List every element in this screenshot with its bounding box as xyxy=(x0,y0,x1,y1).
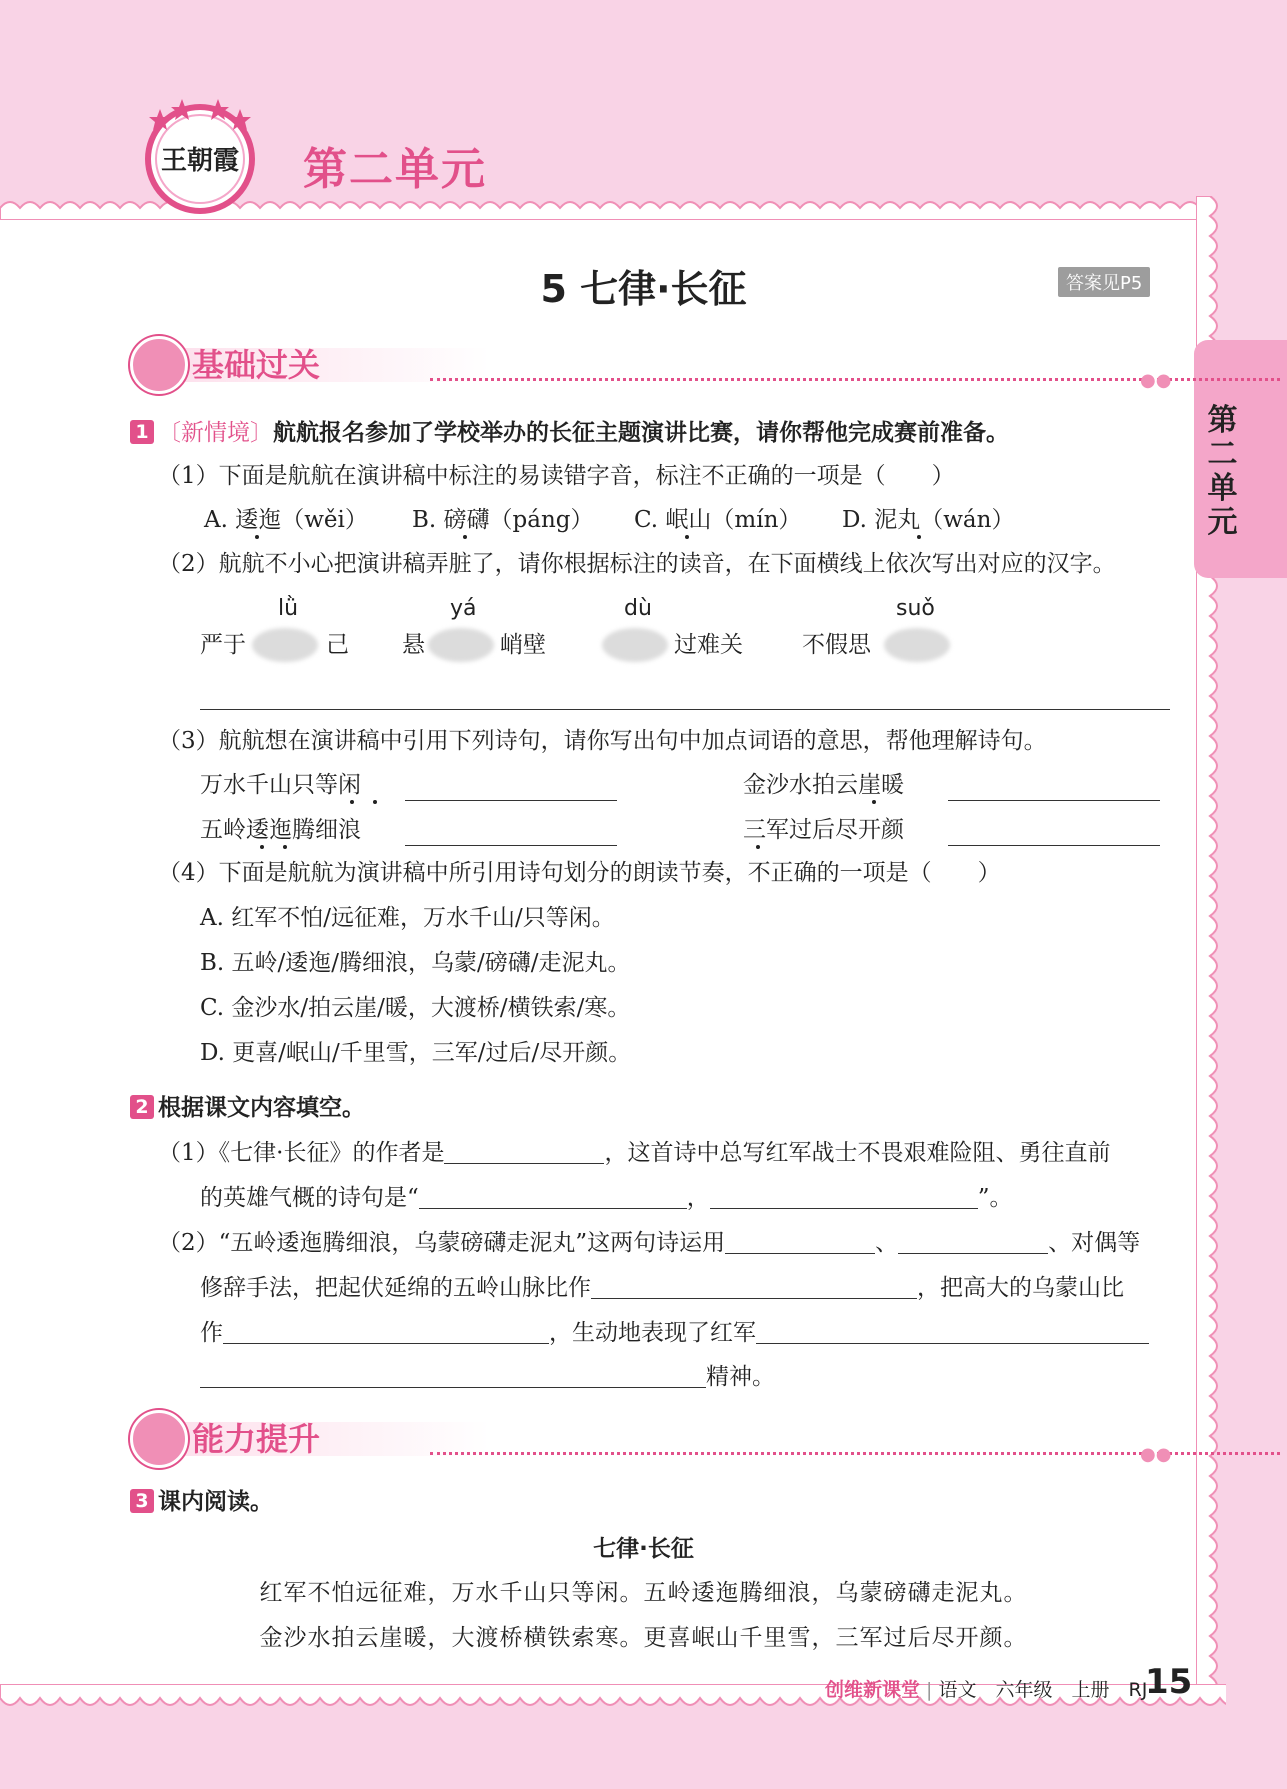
footer-brand: 创维新课堂 xyxy=(825,1679,921,1701)
section-header-advanced xyxy=(130,1404,1180,1464)
section-label: 基础过关 xyxy=(192,346,321,384)
q2-p2-text: 作 xyxy=(200,1320,223,1346)
q2-p2-text: 修辞手法，把起伏延绵的五岭山脉比作 xyxy=(200,1275,591,1301)
mascot-avatar-icon xyxy=(130,1410,188,1468)
fill-blank[interactable] xyxy=(591,1274,917,1299)
q2-p1-text: ”。 xyxy=(977,1185,1013,1211)
emphasis-dot xyxy=(373,800,377,804)
poem-line-2: 金沙水拍云崖暖，大渡桥横铁索寒。更喜岷山千里雪，三军过后尽开颜。 xyxy=(259,1625,1028,1651)
emphasis-dot xyxy=(756,845,760,849)
emphasis-dot xyxy=(917,535,921,539)
q2-part2-line2 xyxy=(200,1273,1124,1303)
q1-part1: （1）下面是航航在演讲稿中标注的易读错字音，标注不正确的一项是（ ） xyxy=(158,463,955,489)
pinyin-3: dù xyxy=(624,596,652,621)
answer-line[interactable] xyxy=(200,709,1170,710)
smudge-2 xyxy=(428,628,494,662)
pinyin-2: yá xyxy=(450,596,477,621)
word-3-after: 过难关 xyxy=(674,632,743,658)
q2-part2-line4 xyxy=(200,1362,775,1392)
smudge-3 xyxy=(602,628,668,662)
q2-part1-line2 xyxy=(200,1183,1013,1213)
q2-p2-text: ，生动地表现了红军 xyxy=(549,1320,756,1346)
verse-4: 三军过后尽开颜 xyxy=(743,817,904,843)
smudge-4 xyxy=(884,628,950,662)
fill-blank[interactable] xyxy=(223,1319,549,1344)
mascot-avatar-icon xyxy=(130,336,188,394)
q1-option-d[interactable]: D. 泥丸（wán） xyxy=(842,507,1015,533)
emphasis-dot xyxy=(283,845,287,849)
emphasis-dot xyxy=(463,535,467,539)
unit-title: 第二单元 xyxy=(303,144,487,195)
fill-blank[interactable] xyxy=(898,1229,1048,1254)
q2-p1-text: 的英雄气概的诗句是“ xyxy=(200,1185,419,1211)
poem-title: 七律·长征 xyxy=(593,1536,694,1562)
q1-p4-option-d[interactable]: D. 更喜/岷山/千里雪，三军/过后/尽开颜。 xyxy=(200,1040,632,1066)
q2-p2-text: ，把高大的乌蒙山比 xyxy=(917,1275,1124,1301)
footer-course: 语文 六年级 上册 RJ xyxy=(938,1679,1148,1701)
q1-option-c[interactable]: C. 岷山（mín） xyxy=(634,507,802,533)
q1-tag: 〔新情境〕 xyxy=(158,420,273,446)
q2-p2-text: 、对偶等 xyxy=(1048,1230,1141,1256)
emphasis-dot xyxy=(685,535,689,539)
fill-blank[interactable] xyxy=(200,1363,706,1388)
q2-text: 根据课文内容填空。 xyxy=(158,1095,365,1121)
brand-logo xyxy=(140,95,260,215)
section-header-basics xyxy=(130,330,1180,390)
answer-line[interactable] xyxy=(405,800,617,801)
fill-blank[interactable] xyxy=(444,1139,604,1164)
section-label: 能力提升 xyxy=(192,1420,321,1458)
q1-number: 1 xyxy=(130,420,154,444)
q3-stem xyxy=(130,1487,273,1517)
q2-p2-text: 精神。 xyxy=(706,1364,775,1390)
footer-info: 创维新课堂 | 语文 六年级 上册 RJ xyxy=(825,1679,1148,1701)
q3-text: 课内阅读。 xyxy=(158,1489,273,1515)
q2-stem xyxy=(130,1093,365,1123)
page-number: 15 xyxy=(1145,1662,1193,1702)
q2-number: 2 xyxy=(130,1095,154,1119)
emphasis-dot xyxy=(260,845,264,849)
answer-line[interactable] xyxy=(948,800,1160,801)
emphasis-dot xyxy=(350,800,354,804)
q1-p4-option-b[interactable]: B. 五岭/逶迤/腾细浪，乌蒙/磅礴/走泥丸。 xyxy=(200,950,631,976)
verse-2: 金沙水拍云崖暖 xyxy=(743,772,904,798)
q1-part3: （3）航航想在演讲稿中引用下列诗句，请你写出句中加点词语的意思，帮他理解诗句。 xyxy=(158,728,1047,754)
q1-part4: （4）下面是航航为演讲稿中所引用诗句划分的朗读节奏，不正确的一项是（ ） xyxy=(158,860,1001,886)
q1-part2: （2）航航不小心把演讲稿弄脏了，请你根据标注的读音，在下面横线上依次写出对应的汉字。 xyxy=(158,551,1116,577)
decor-dots-icon: ●● xyxy=(1140,1444,1172,1465)
logo-text: 王朝霞 xyxy=(160,146,240,176)
q3-number: 3 xyxy=(130,1489,154,1513)
verse-3: 五岭逶迤腾细浪 xyxy=(200,817,361,843)
word-2-after: 峭壁 xyxy=(500,632,546,658)
smudge-1 xyxy=(252,628,318,662)
decor-dots-icon: ●● xyxy=(1140,370,1172,391)
word-1-after: 己 xyxy=(326,632,349,658)
q1-option-b[interactable]: B. 磅礴（páng） xyxy=(412,507,594,533)
verse-1: 万水千山只等闲 xyxy=(200,772,361,798)
emphasis-dot xyxy=(872,800,876,804)
q2-p1-text: （1）《七律·长征》的作者是 xyxy=(158,1140,445,1166)
q1-text: 航航报名参加了学校举办的长征主题演讲比赛，请你帮他完成赛前准备。 xyxy=(273,420,1009,446)
word-1-before: 严于 xyxy=(200,632,246,658)
q2-p2-text: 、 xyxy=(875,1230,899,1256)
q2-part1-line1 xyxy=(158,1138,1110,1168)
fill-blank[interactable] xyxy=(419,1184,687,1209)
q1-stem xyxy=(130,418,1009,448)
answer-line[interactable] xyxy=(948,845,1160,846)
pinyin-4: suǒ xyxy=(896,596,935,621)
fill-blank[interactable] xyxy=(756,1319,1149,1344)
q1-p4-option-a[interactable]: A. 红军不怕/远征难，万水千山/只等闲。 xyxy=(200,905,615,931)
poem-line-1: 红军不怕远征难，万水千山只等闲。五岭逶迤腾细浪，乌蒙磅礴走泥丸。 xyxy=(259,1580,1028,1606)
q1-option-a[interactable]: A. 逶迤（wěi） xyxy=(204,507,368,533)
word-2-before: 悬 xyxy=(402,632,425,658)
fill-blank[interactable] xyxy=(725,1229,875,1254)
q2-p2-text: （2）“五岭逶迤腾细浪，乌蒙磅礴走泥丸”这两句诗运用 xyxy=(158,1230,726,1256)
fill-blank[interactable] xyxy=(710,1184,978,1209)
word-4-before: 不假思 xyxy=(802,632,871,658)
side-unit-tab-label: 第二单元 xyxy=(1207,403,1238,540)
pinyin-1: lǜ xyxy=(278,596,299,621)
q2-part2-line1 xyxy=(158,1228,1140,1258)
emphasis-dot xyxy=(255,535,259,539)
q2-p1-text: ，这首诗中总写红军战士不畏艰难险阻、勇往直前 xyxy=(604,1140,1111,1166)
lesson-title: 5 七律·长征 xyxy=(540,267,747,311)
q1-p4-option-c[interactable]: C. 金沙水/拍云崖/暖，大渡桥/横铁索/寒。 xyxy=(200,995,631,1021)
answer-reference-badge: 答案见P5 xyxy=(1058,267,1150,297)
answer-line[interactable] xyxy=(405,845,617,846)
q2-part2-line3 xyxy=(200,1318,1149,1348)
q2-p1-text: ， xyxy=(686,1185,710,1211)
